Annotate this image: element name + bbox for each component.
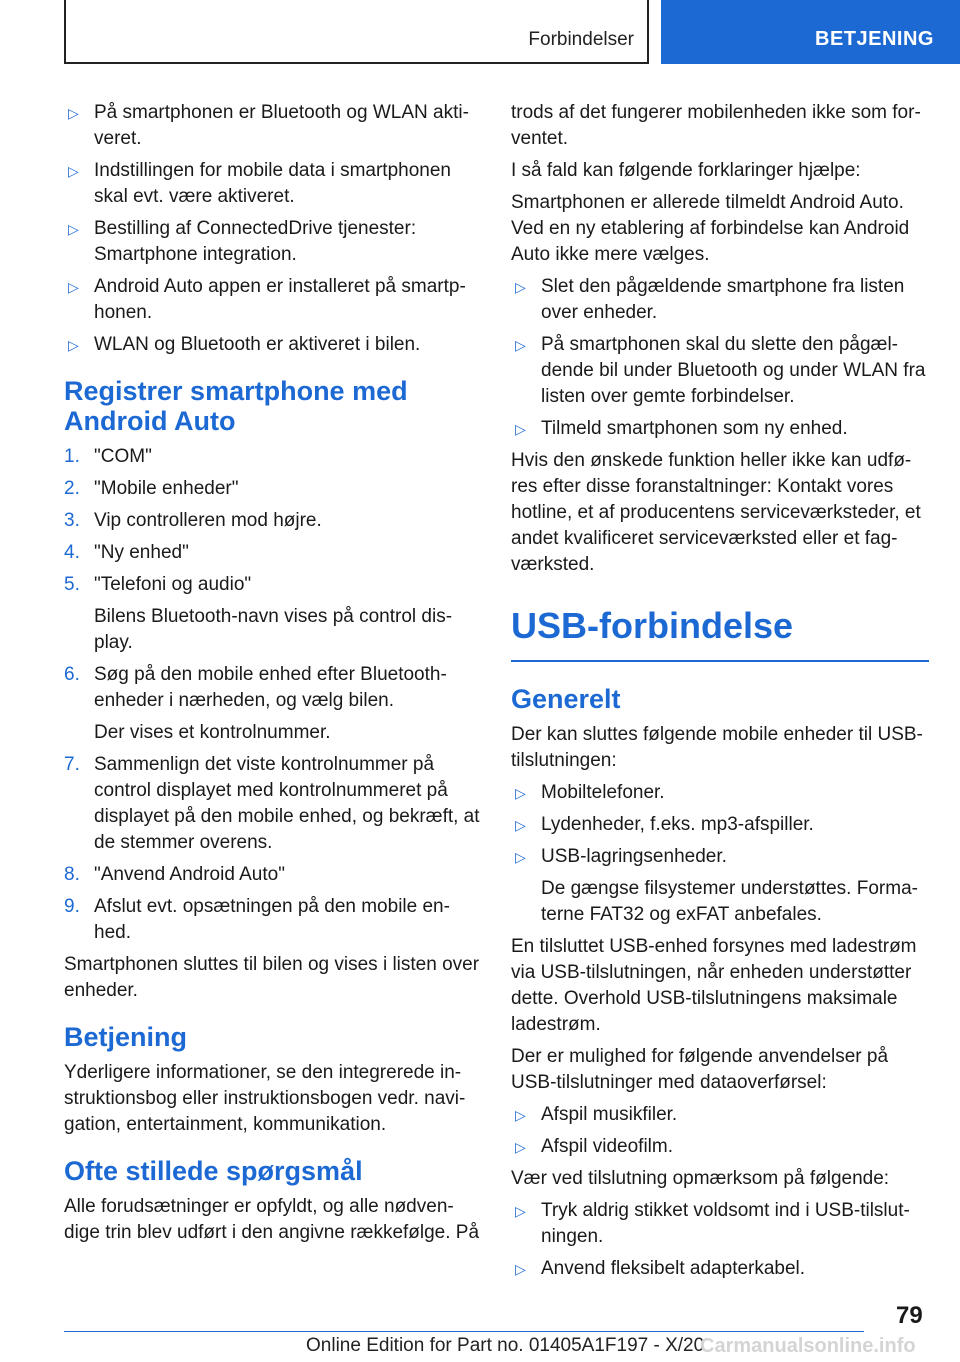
triangle-bullet-icon: ▷ [515,337,526,353]
register-heading: Registrer smartphone med Android Auto [64,376,408,436]
general-heading: Generelt [511,684,621,714]
list-item: ▷ På smartphonen er Bluetooth og WLAN akti-veret. [64,100,482,152]
triangle-bullet-icon: ▷ [515,421,526,437]
list-item: ▷ På smartphonen skal du slette den pågæl-dende bil under Bluetooth og under WLAN fra listen over gemte forbindelser. [511,332,929,410]
operation-text: Yderligere informationer, se den integrerede in-struktionsbog eller instruktionsbogen vedr. navi-gation, entertainment, kommunikation. [64,1062,466,1135]
triangle-bullet-icon: ▷ [515,279,526,295]
triangle-bullet-icon: ▷ [68,279,79,295]
footer-edition: Online Edition for Part no. 01405A1F197 - X/20 [306,1335,705,1356]
step-item: 7. Sammenlign det viste kontrolnummer på control displayet med kontrolnummeret på displayet på den mobile enhed, og bekræft, at de stemmer overens. [64,754,480,853]
notice-text: Vær ved tilslutning opmærksom på følgende: [511,1168,890,1189]
list-item: ▷ Afspil musikfiler. [511,1102,929,1128]
filesystem-note: De gængse filsystemer understøttes. Forma-terne FAT32 og exFAT anbefales. [541,878,918,925]
triangle-bullet-icon: ▷ [515,817,526,833]
step-item: 1. "COM" [64,446,152,467]
right-column [511,100,929,1288]
general-text: Der kan sluttes følgende mobile enheder til USB-tilslutningen: [511,724,923,771]
step-item: 8. "Anvend Android Auto" [64,864,285,885]
list-item: ▷ Indstillingen for mobile data i smartphonen skal evt. være aktiveret. [64,158,482,210]
left-column [64,100,482,1252]
list-item: ▷ Tilmeld smartphonen som ny enhed. [511,416,929,442]
faq-heading: Ofte stillede spørgsmål [64,1156,363,1186]
connected-text: Smartphonen sluttes til bilen og vises i listen over enheder. [64,954,480,1001]
step-item: 9. Afslut evt. opsætningen på den mobile en-hed. [64,896,450,943]
triangle-bullet-icon: ▷ [515,1203,526,1219]
faq-text: Alle forudsætninger er opfyldt, og alle nødven-dige trin blev udført i den angivne rækkefølge. På [64,1196,480,1243]
step-item: 2. "Mobile enheder" [64,478,239,499]
list-item: ▷ USB-lagringsenheder. [511,844,929,870]
list-item: ▷ Lydenheder, f.eks. mp3-afspiller. [511,812,929,838]
list-item: ▷ Bestilling af ConnectedDrive tjenester: Smartphone integration. [64,216,482,268]
header-section-title: Forbindelser [528,29,634,50]
list-item: ▷ Tryk aldrig stikket voldsomt ind i USB-tilslut-ningen. [511,1198,929,1250]
power-text: En tilsluttet USB-enhed forsynes med ladestrøm via USB-tilslutningen, når enheden understøtter dette. Overhold USB-tilslutningens maksimale ladestrøm. [511,936,917,1035]
step-item: 5. "Telefoni og audio" [64,574,252,595]
step-note: Der vises et kontrolnummer. [94,722,331,743]
triangle-bullet-icon: ▷ [515,785,526,801]
triangle-bullet-icon: ▷ [68,337,79,353]
faq-continued: I så fald kan følgende forklaringer hjælpe: [511,160,861,181]
usb-heading: USB-forbindelse [511,604,929,662]
triangle-bullet-icon: ▷ [515,1261,526,1277]
step-item: 3. Vip controlleren mod højre. [64,510,322,531]
triangle-bullet-icon: ▷ [515,1107,526,1123]
list-item: ▷ Afspil videofilm. [511,1134,929,1160]
faq-continued: trods af det fungerer mobilenheden ikke som for-ventet. [511,102,921,149]
uses-text: Der er mulighed for følgende anvendelser på USB-tilslutninger med dataoverførsel: [511,1046,889,1093]
triangle-bullet-icon: ▷ [515,849,526,865]
triangle-bullet-icon: ▷ [515,1139,526,1155]
step-item: 6. Søg på den mobile enhed efter Bluetooth-enheder i nærheden, og vælg bilen. [64,664,447,711]
list-item: ▷ Mobiltelefoner. [511,780,929,806]
list-item: ▷ Android Auto appen er installeret på smartp-honen. [64,274,482,326]
triangle-bullet-icon: ▷ [68,221,79,237]
list-item: ▷ Slet den pågældende smartphone fra listen over enheder. [511,274,929,326]
step-item: 4. "Ny enhed" [64,542,189,563]
watermark: Carmanualsonline.info [700,1335,916,1357]
faq-continued: Smartphonen er allerede tilmeldt Android Auto. Ved en ny etablering af forbindelse kan Android Auto ikke mere vælges. [511,192,910,265]
triangle-bullet-icon: ▷ [68,163,79,179]
header-chapter-tab: BETJENING [661,0,960,64]
list-item: ▷ Anvend fleksibelt adapterkabel. [511,1256,929,1282]
triangle-bullet-icon: ▷ [68,105,79,121]
operation-heading: Betjening [64,1022,188,1052]
page-number: 79 [896,1302,923,1329]
faq-continued: Hvis den ønskede funktion heller ikke kan udfø-res efter disse foranstaltninger: Kontakt vores hotline, et af producentens serviceværksteder, et andet kvalificeret serviceværksted eller et fag-værksted. [511,450,921,575]
list-item: ▷ WLAN og Bluetooth er aktiveret i bilen. [64,332,482,358]
step-note: Bilens Bluetooth-navn vises på control dis-play. [94,606,453,653]
footer-divider [64,1331,864,1332]
